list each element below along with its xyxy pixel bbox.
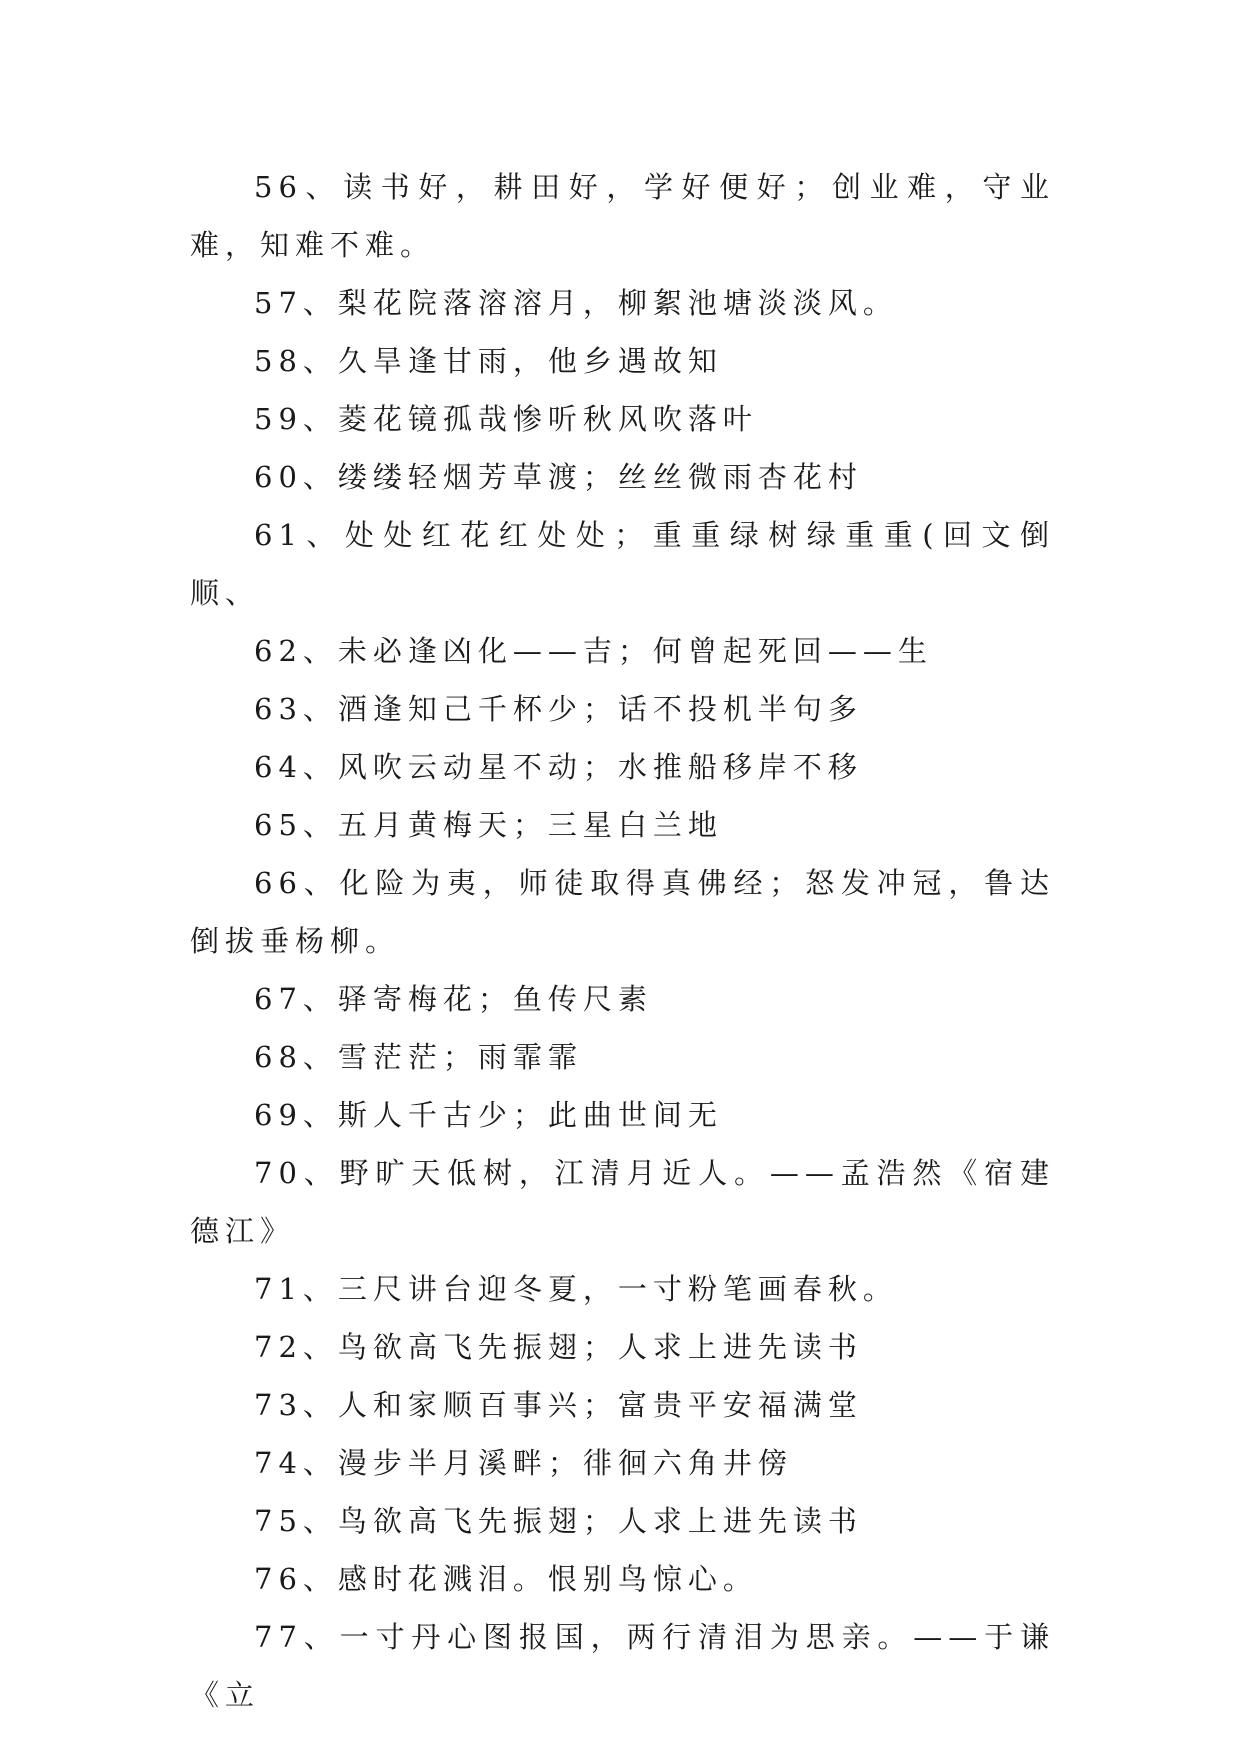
- couplet-paragraph: 58、久旱逢甘雨，他乡遇故知: [254, 344, 723, 378]
- couplet-paragraph: 62、未必逢凶化——吉；何曾起死回——生: [254, 634, 933, 668]
- couplet-paragraph: 61、处处红花红处处；重重绿树绿重重(回文倒顺、: [190, 518, 1055, 610]
- couplet-paragraph: 71、三尺讲台迎冬夏，一寸粉笔画春秋。: [254, 1272, 898, 1306]
- couplet-paragraph: 60、缕缕轻烟芳草渡；丝丝微雨杏花村: [254, 460, 863, 494]
- couplet-paragraph: 63、酒逢知己千杯少；话不投机半句多: [254, 692, 863, 726]
- couplet-paragraph: 76、感时花溅泪。恨别鸟惊心。: [254, 1562, 758, 1596]
- couplet-paragraph: 64、风吹云动星不动；水推船移岸不移: [254, 750, 863, 784]
- couplet-paragraph: 56、读书好，耕田好，学好便好；创业难，守业难，知难不难。: [190, 170, 1055, 262]
- couplet-paragraph: 75、鸟欲高飞先振翅；人求上进先读书: [254, 1504, 863, 1538]
- couplet-paragraph: 57、梨花院落溶溶月，柳絮池塘淡淡风。: [254, 286, 898, 320]
- couplet-paragraph: 72、鸟欲高飞先振翅；人求上进先读书: [254, 1330, 863, 1364]
- couplet-paragraph: 66、化险为夷，师徒取得真佛经；怒发冲冠，鲁达倒拔垂杨柳。: [190, 866, 1055, 958]
- couplet-paragraph: 69、斯人千古少；此曲世间无: [254, 1098, 723, 1132]
- document-body: [190, 158, 1055, 1724]
- couplet-paragraph: 65、五月黄梅天；三星白兰地: [254, 808, 723, 842]
- couplet-paragraph: 68、雪茫茫；雨霏霏: [254, 1040, 583, 1074]
- couplet-paragraph: 67、驿寄梅花；鱼传尺素: [254, 982, 653, 1016]
- couplet-paragraph: 77、一寸丹心图报国，两行清泪为思亲。——于谦《立: [190, 1620, 1055, 1712]
- couplet-paragraph: 59、菱花镜孤哉惨听秋风吹落叶: [254, 402, 758, 436]
- couplet-paragraph: 70、野旷天低树，江清月近人。——孟浩然《宿建德江》: [190, 1156, 1055, 1248]
- couplet-paragraph: 74、漫步半月溪畔；徘徊六角井傍: [254, 1446, 793, 1480]
- couplet-paragraph: 73、人和家顺百事兴；富贵平安福满堂: [254, 1388, 863, 1422]
